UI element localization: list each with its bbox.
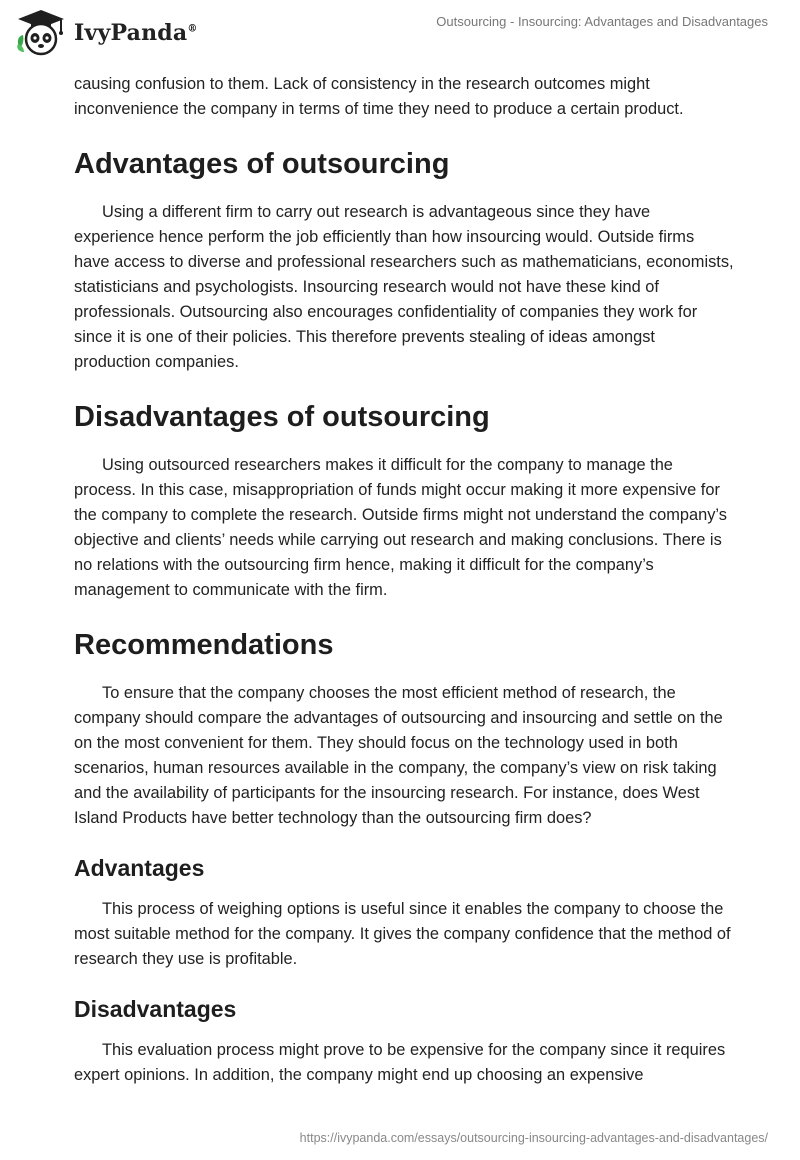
panda-graduation-cap-icon: [14, 8, 68, 58]
ivypanda-logo[interactable]: [14, 8, 214, 58]
heading-disadvantages: Disadvantages: [74, 996, 237, 1022]
intro-paragraph: causing confusion to them. Lack of consistency in the research outcomes might inconvenience the company in terms of time they need to produce a certain product.: [74, 75, 684, 118]
paragraph-recommendations: To ensure that the company chooses the most efficient method of research, the company should compare the advantages of outsourcing and insourcing and settle on the on the most convenient for them. They should focus on the technology used in both scenarios, human resources available in the company, the company’s view on risk taking and the availability of participants for the insourcing research. For instance, does West Island Products have better technology than the outsourcing firm does?: [74, 684, 723, 827]
paragraph-disadvantages-of-outsourcing: Using outsourced researchers makes it difficult for the company to manage the process. In this case, misappropriation of funds might occur making it more expensive for the company to complete the research. Outside firms might not understand the company’s objective and clients’ needs while carrying out research and making conclusions. There is no relations with the outsourcing firm hence, making it difficult for the company’s management to communicate with the firm.: [74, 456, 727, 599]
source-url-link[interactable]: https://ivypanda.com/essays/outsourcing-insourcing-advantages-and-disadvantages/: [299, 1131, 768, 1145]
brand-name: IvyPanda: [74, 20, 188, 46]
heading-advantages-of-outsourcing: Advantages of outsourcing: [74, 148, 450, 180]
registered-mark: ®: [187, 23, 198, 35]
paragraph-disadvantages: This evaluation process might prove to be expensive for the company since it requires expert opinions. In addition, the company might end up choosing an expensive: [74, 1041, 726, 1084]
page-header: [0, 0, 800, 62]
essay-body: [74, 72, 734, 1088]
heading-recommendations: Recommendations: [74, 629, 334, 661]
logo-wordmark: [74, 20, 198, 46]
paragraph-advantages: This process of weighing options is useful since it enables the company to choose the most suitable method for the company. It gives the company confidence that the method of research they use is profitable.: [74, 900, 731, 968]
document-title: Outsourcing - Insourcing: Advantages and Disadvantages: [436, 14, 768, 29]
heading-disadvantages-of-outsourcing: Disadvantages of outsourcing: [74, 401, 490, 433]
heading-advantages: Advantages: [74, 855, 205, 881]
paragraph-advantages-of-outsourcing: Using a different firm to carry out research is advantageous since they have experience hence perform the job efficiently than how insourcing would. Outside firms have access to diverse and professional researchers such as mathematicians, economists, statisticians and psychologists. Insourcing research would not have these kind of professionals. Outsourcing also encourages confidentiality of companies they work for since it is one of their policies. This therefore prevents stealing of ideas amongst production companies.: [74, 203, 734, 371]
